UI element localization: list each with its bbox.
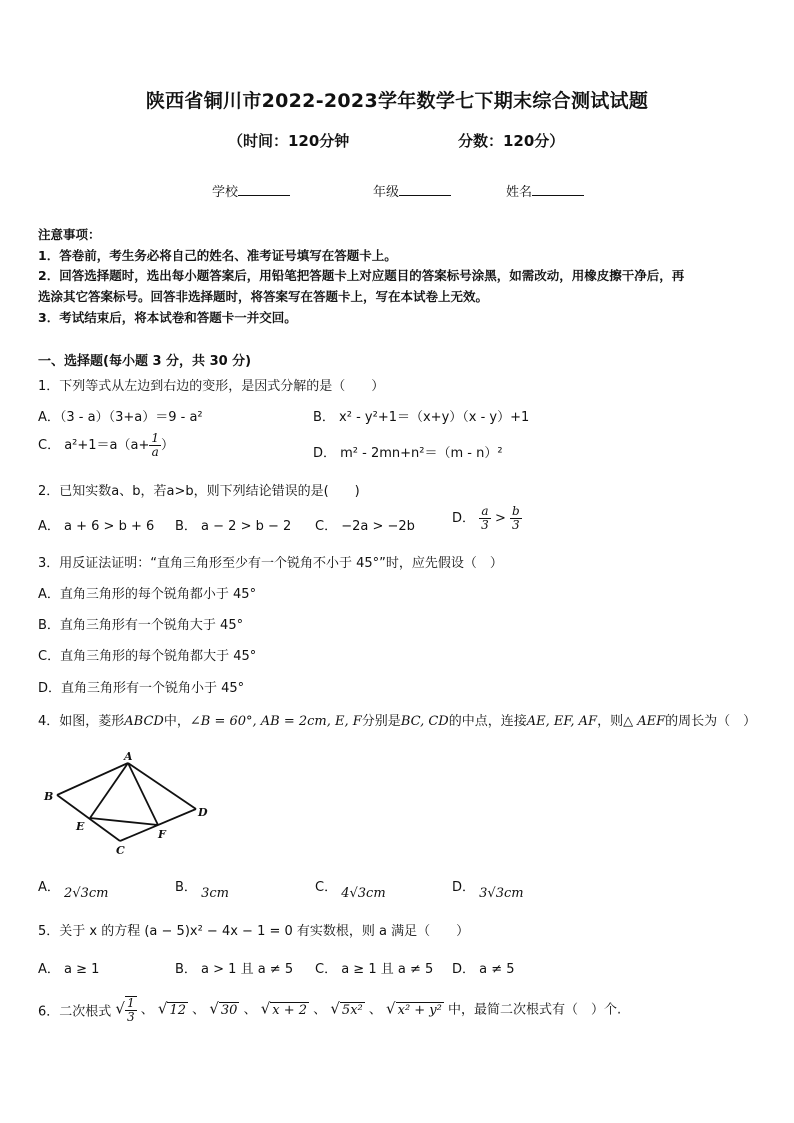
- q6-radical-6: x² + y²: [397, 1002, 442, 1018]
- q1-option-a[interactable]: A．（3 - a）（3+a）＝9 - a²: [38, 410, 203, 425]
- q6-radical-5: 5x²: [341, 1002, 363, 1018]
- q5-stem: 5．关于 x 的方程 (a − 5)x² − 4x − 1 = 0 有实数根，则 a 满足（ ）: [38, 924, 470, 939]
- name-field[interactable]: [506, 181, 584, 200]
- q2-option-c[interactable]: C． −2a > −2b: [315, 519, 415, 534]
- q2-option-a[interactable]: A． a + 6 > b + 6: [38, 519, 155, 534]
- notice-item-2a: 2．回答选择题时，选出每小题答案后，用铅笔把答题卡上对应题目的答案标号涂黑，如需改动，用橡皮擦干净后，再: [38, 268, 685, 283]
- name-blank[interactable]: [532, 183, 584, 196]
- q1-option-b[interactable]: B． x² - y²+1＝（x+y）（x - y）+1: [313, 410, 530, 425]
- q2-d-frac-b: $\frac{b}{3}$: [511, 504, 520, 532]
- q1-c-close: ）: [161, 438, 175, 453]
- q5-option-d[interactable]: D． a ≠ 5: [452, 962, 515, 977]
- q6-radical-1: $\frac{1}{3}$: [126, 996, 135, 1024]
- school-field[interactable]: [212, 181, 290, 200]
- notice-item-3: 3．考试结束后，将本试卷和答题卡一并交回。: [38, 310, 297, 325]
- q3-option-a[interactable]: A．直角三角形的每个锐角都小于 45°: [38, 587, 257, 602]
- exam-title: 陕西省铜川市2022-2023学年数学七下期末综合测试试题: [145, 90, 649, 112]
- q3-option-b[interactable]: B．直角三角形有一个锐角大于 45°: [38, 618, 244, 633]
- q3-stem: 3．用反证法证明：“直角三角形至少有一个锐角不小于 45°”时，应先假设（ ）: [38, 556, 503, 571]
- grade-label: 年级: [373, 185, 400, 200]
- school-label: 学校: [212, 185, 239, 200]
- q5-option-a[interactable]: A． a ≥ 1: [38, 962, 100, 977]
- notice-heading: 注意事项：: [38, 227, 101, 242]
- q2-option-b[interactable]: B． a − 2 > b − 2: [175, 519, 292, 534]
- q5-option-b[interactable]: B． a > 1 且 a ≠ 5: [175, 962, 294, 977]
- grade-blank[interactable]: [399, 183, 451, 196]
- figure-label-c: C: [116, 844, 125, 857]
- figure-label-a: A: [124, 750, 133, 763]
- figure-label-b: B: [44, 790, 54, 803]
- q6-radical-2: 12: [169, 1002, 187, 1018]
- q6-radical-4: x + 2: [272, 1002, 308, 1018]
- notice-item-1: 1．答卷前，考生务必将自己的姓名、准考证号填写在答题卡上。: [38, 248, 397, 263]
- q5-option-c[interactable]: C． a ≥ 1 且 a ≠ 5: [315, 962, 434, 977]
- exam-time: （时间：120分钟: [228, 132, 350, 150]
- grade-field[interactable]: [373, 181, 451, 200]
- figure-label-f: F: [158, 828, 166, 841]
- figure-label-e: E: [76, 820, 85, 833]
- school-blank[interactable]: [238, 183, 290, 196]
- q4-stem: 4．如图，菱形ABCD中，∠B = 60°, AB = 2cm, E, F分别是BC, CD的中点，连接AE, EF, AF，则△ AEF的周长为（ ）: [38, 714, 757, 729]
- rhombus-figure: [38, 750, 218, 860]
- q3-option-c[interactable]: C．直角三角形的每个锐角都大于 45°: [38, 649, 257, 664]
- q2-option-d[interactable]: [452, 505, 522, 532]
- q4-option-d[interactable]: D． 3√3cm: [452, 880, 524, 901]
- q2-d-label: D．: [452, 511, 476, 526]
- q2-d-gt: >: [494, 511, 506, 526]
- q6-radical-3: 30: [220, 1002, 238, 1018]
- q1-option-d[interactable]: D． m² - 2mn+n²＝（m - n）²: [313, 446, 503, 461]
- section-heading: 一、选择题(每小题 3 分，共 30 分): [38, 354, 252, 369]
- q2-stem: 2．已知实数a、b，若a>b，则下列结论错误的是( ): [38, 484, 360, 499]
- q4-option-a[interactable]: A． 2√3cm: [38, 880, 109, 901]
- q1-c-fraction: $\frac{1}{a}$: [151, 431, 160, 459]
- notice-item-2b: 选涂其它答案标号。回答非选择题时，将答案写在答题卡上，写在本试卷上无效。: [38, 289, 489, 304]
- figure-label-d: D: [198, 806, 208, 819]
- q1-stem: 1．下列等式从左边到右边的变形，是因式分解的是（ ）: [38, 379, 385, 394]
- q2-d-frac-a: $\frac{a}{3}$: [481, 504, 489, 532]
- q1-c-text: C． a²+1＝a（a+: [38, 438, 150, 453]
- q3-option-d[interactable]: D．直角三角形有一个锐角小于 45°: [38, 681, 245, 696]
- exam-score: 分数：120分）: [458, 132, 565, 150]
- q4-option-c[interactable]: C． 4√3cm: [315, 880, 386, 901]
- q6-stem: 6．二次根式 √ $\frac{1}{3}$ 、 √ 12 、 √ 30 、 √ x + 2 、 √ 5x² 、 √ x² + y² 中，最简二次根式有（ ）个.: [38, 996, 622, 1024]
- q4-option-b[interactable]: B． 3cm: [175, 880, 229, 901]
- name-label: 姓名: [506, 185, 533, 200]
- q1-option-c[interactable]: [38, 432, 174, 459]
